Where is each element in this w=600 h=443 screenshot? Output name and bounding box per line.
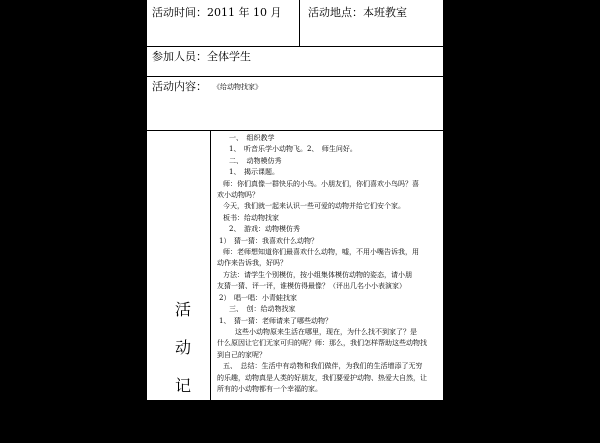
record-line: 板书：给动物找家: [223, 213, 279, 222]
record-line: 1、 猜一猜：老师请来了哪些动物？: [219, 316, 332, 325]
record-vertical-label: [173, 291, 193, 443]
participants-row: [147, 47, 443, 77]
record-line: 2） 唱一唱：小青蛙找家: [219, 293, 297, 302]
record-label-char: 记: [174, 376, 191, 395]
record-line: 1、 揭示课题。: [229, 168, 279, 177]
record-line: 一、 组织教学: [229, 134, 275, 142]
activity-record-sheet: [145, 0, 445, 433]
record-line: 今天，我们就一起来认识一些可爱的动物并给它们安个家。: [223, 202, 405, 211]
content-label: 活动内容：: [152, 80, 207, 93]
record-line: 2、 游戏：动物模仿秀: [229, 225, 300, 234]
activity-time-label: 活动时间：2011 年 10 月: [152, 6, 282, 19]
content-row: [147, 77, 443, 131]
record-line: 1、 听音乐学小动物飞。2、 师生问好。: [229, 145, 357, 154]
record-line: 师：你们真像一群快乐的小鸟。小朋友们，你们喜欢小鸟吗？喜: [223, 179, 419, 188]
record-label-char: 录: [174, 414, 191, 433]
record-line: 1） 猜一猜：我喜欢什么动物？: [219, 236, 318, 245]
time-cell: [147, 0, 300, 46]
record-line: 欢小动物吗？: [217, 191, 259, 200]
record-line: 动作来告诉我，好吗？: [217, 259, 287, 268]
record-line: 的乐趣，动物真是人类的好朋友，我们要爱护动物、热爱大自然，让: [217, 373, 427, 382]
header-row: [147, 0, 443, 47]
record-line: 这些小动物原来生活在哪里，现在，为什么找不到家了？是: [235, 327, 417, 336]
record-line: 三、 创：给动物找家: [229, 305, 296, 314]
record-line: 什么原因让它们无家可归的呢？师：那么，我们怎样帮助这些动物找: [217, 339, 427, 348]
participants-label: 参加人员：全体学生: [152, 50, 251, 63]
record-line: 师：老师想知道你们最喜欢什么动物，嘘，不用小嘴告诉我，用: [223, 248, 419, 257]
record-line: 到自己的家呢？: [217, 350, 266, 359]
record-body: [217, 133, 445, 395]
place-cell: [300, 0, 443, 46]
record-label-char: 动: [174, 338, 191, 357]
record-label-column: [147, 131, 211, 433]
record-line: 五、 总结：生活中有动物和我们做伴，为我们的生活增添了无穷: [223, 362, 423, 371]
record-line: 所有的小动物都有一个幸福的家。: [217, 384, 322, 393]
record-line: 方法：请学生个别模仿，按小组集体模仿动物的姿态，请小朋: [223, 270, 412, 279]
record-label-char: 活: [174, 300, 191, 319]
record-line: 友猜一猜、评一评，谁模仿得最像？（评出几名小小表演家）: [217, 282, 406, 291]
activity-place-label: 活动地点：本班教室: [308, 6, 407, 19]
record-line: 二、 动物模仿秀: [229, 156, 282, 165]
content-value: 《给动物找家》: [213, 83, 262, 91]
